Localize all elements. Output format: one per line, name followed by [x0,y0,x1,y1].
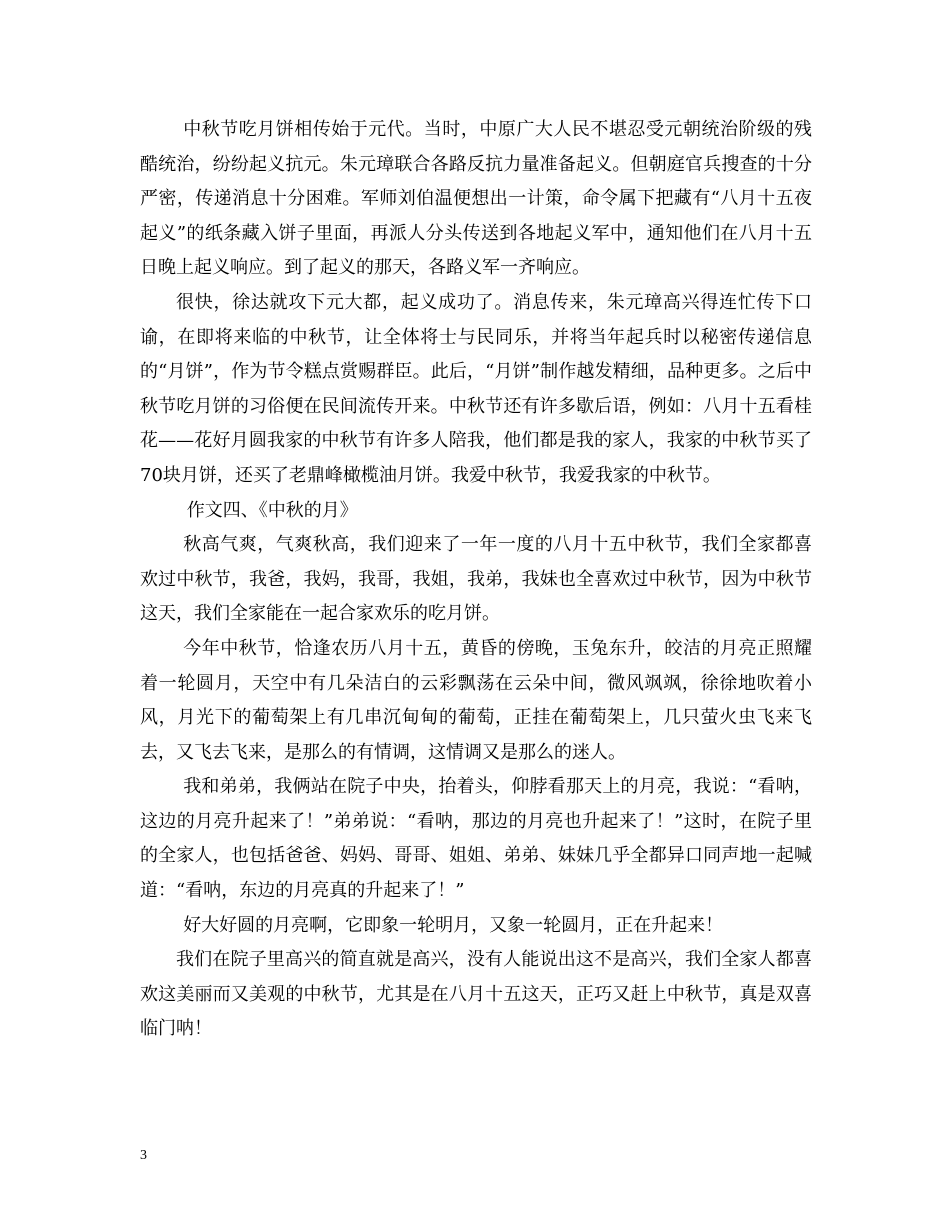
paragraph-uprising-success: 很快，徐达就攻下元大都，起义成功了。消息传来，朱元璋高兴得连忙传下口谕，在即将来临的中秋节，让全体将士与民同乐，并将当年起兵时以秘密传递信息的“月饼”，作为节令糕点赏赐群臣。此后，“月饼”制作越发精细，品种更多。之后中秋节吃月饼的习俗便在民间流传开来。中秋节还有许多歇后语，例如：八月十五看桂花——花好月圆我家的中秋节有许多人陪我，他们都是我的家人，我家的中秋节买了70块月饼，还买了老鼎峰橄榄油月饼。我爱中秋节，我爱我家的中秋节。 [140,291,812,486]
document-body [140,113,812,1047]
paragraph-watching-moon: 我和弟弟，我俩站在院子中央，抬着头，仰脖看那天上的月亮，我说：“看呐，这边的月亮升起来了！”弟弟说：“看呐，那边的月亮也升起来了！”这时，在院子里的全家人，也包括爸爸、妈妈、哥哥、姐姐、弟弟、妹妹几乎全都异口同声地一起喊道：“看呐，东边的月亮真的升起来了！” [140,776,812,902]
paragraph-mooncake-origin: 中秋节吃月饼相传始于元代。当时，中原广大人民不堪忍受元朝统治阶级的残酷统治，纷纷起义抗元。朱元璋联合各路反抗力量准备起义。但朝庭官兵搜查的十分严密，传递消息十分困难。军师刘伯温便想出一计策，命令属下把藏有“八月十五夜起义”的纸条藏入饼子里面，再派人分头传送到各地起义军中，通知他们在八月十五日晚上起义响应。到了起义的那天，各路义军一齐响应。 [140,119,812,279]
page-number: 3 [140,1148,147,1163]
paragraph-double-happiness: 我们在院子里高兴的简直就是高兴，没有人能说出这不是高兴，我们全家人都喜欢这美丽而又美观的中秋节，尤其是在八月十五这天，正巧又赶上中秋节，真是双喜临门呐！ [140,949,812,1040]
essay-heading: 作文四、《中秋的月》 [186,499,358,521]
paragraph-moonrise-scene: 今年中秋节，恰逢农历八月十五，黄昏的傍晚，玉兔东升，皎洁的月亮正照耀着一轮圆月，天空中有几朵洁白的云彩飘荡在云朵中间，微风飒飒，徐徐地吹着小风，月光下的葡萄架上有几串沉甸甸的葡萄，正挂在葡萄架上，几只萤火虫飞来飞去，又飞去飞来，是那么的有情调，这情调又是那么的迷人。 [140,637,812,763]
paragraph-autumn-family: 秋高气爽，气爽秋高，我们迎来了一年一度的八月十五中秋节，我们全家都喜欢过中秋节，我爸，我妈，我哥，我姐，我弟，我妹也全喜欢过中秋节，因为中秋节这天，我们全家能在一起合家欢乐的吃月饼。 [140,534,812,625]
paragraph-round-moon: 好大好圆的月亮啊，它即象一轮明月，又象一轮圆月，正在升起来！ [183,914,724,936]
